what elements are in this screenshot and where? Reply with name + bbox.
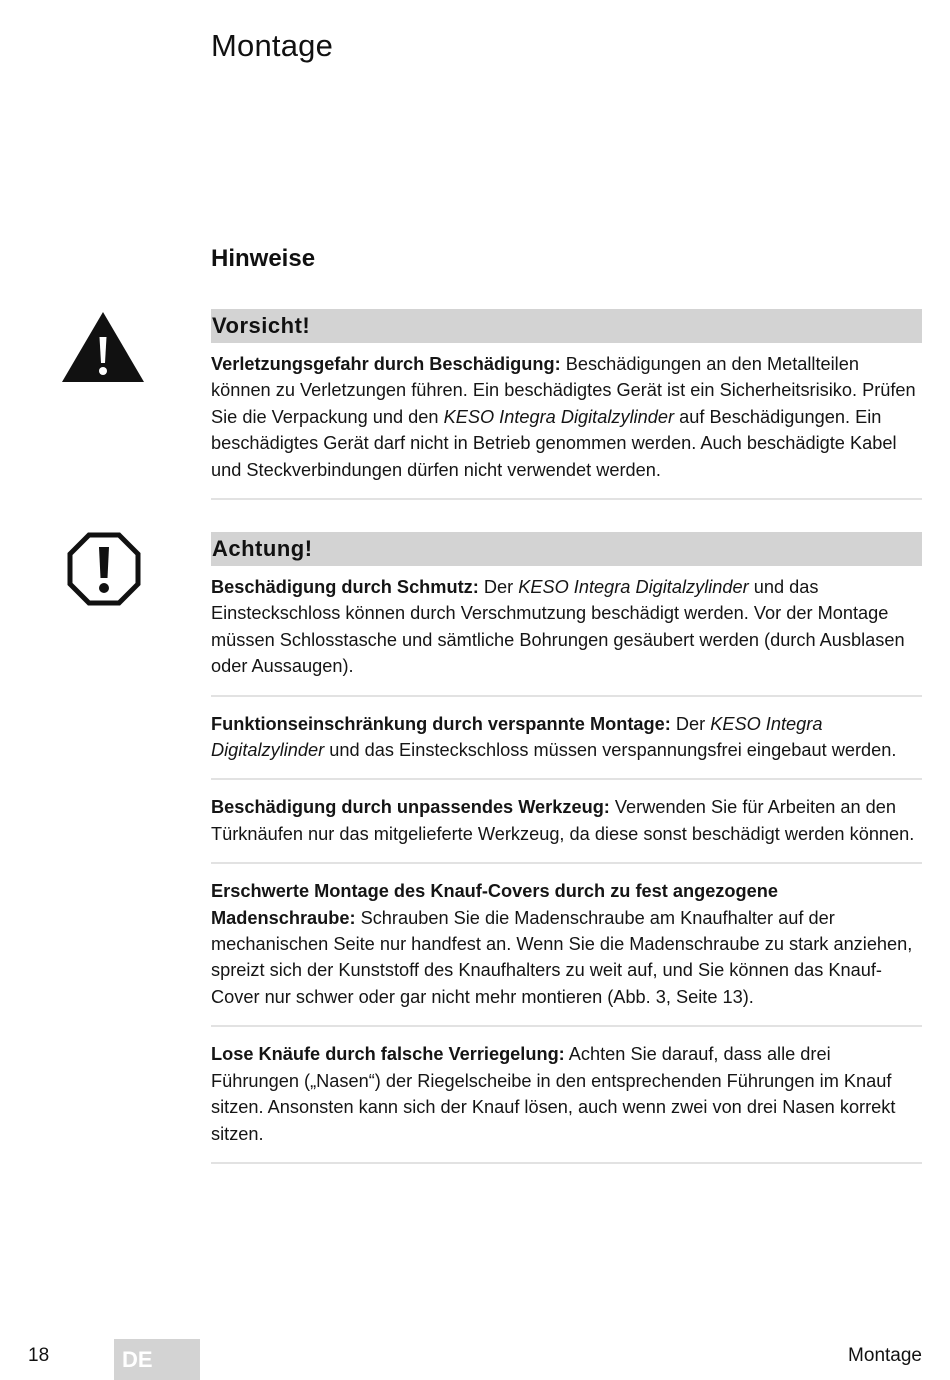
- product-name: KESO Integra Digitalzylinder: [443, 406, 675, 427]
- paragraph-lead: Verletzungsgefahr durch Beschädigung:: [211, 354, 561, 374]
- attention-paragraph: [211, 1027, 922, 1164]
- footer-section-title: Montage: [848, 1345, 922, 1366]
- paragraph-text: auf Beschädigungen. Ein beschädigtes Gerät darf nicht in Betrieb genommen werden. Auch beschädigte Kabel und Steckverbindungen dürfen nicht verwendet werden.: [211, 406, 897, 480]
- warning-triangle-icon: [61, 311, 145, 383]
- paragraph-text: Beschädigungen an den Metallteilen können zu Verletzungen führen. Ein beschädigtes Gerät ist ein Sicherheitsrisiko. Prüfen Sie die Verpackung und den: [211, 354, 916, 427]
- section-title: Hinweise: [211, 245, 316, 272]
- paragraph-text: Schrauben Sie die Madenschraube am Knaufhalter auf der mechanischen Seite nur handfest an. Wenn Sie die Madenschraube zu stark anziehen, spreizt sich der Kunststoff des Knaufhalters zu weit auf, und Sie können das Knauf-Cover nur schwer oder gar nicht mehr montieren (Abb. 3, Seite 13).: [211, 907, 913, 1007]
- paragraph-text: Verwenden Sie für Arbeiten an den Türknäufen nur das mitgelieferte Werkzeug, da diese sonst beschädigt werden können.: [211, 797, 915, 844]
- paragraph-lead: Beschädigung durch unpassendes Werkzeug:: [211, 797, 610, 818]
- attention-heading: Achtung!: [211, 532, 922, 566]
- language-tab: DE: [114, 1339, 200, 1380]
- paragraph-text: Achten Sie darauf, dass alle drei Führungen („Nasen“) der Riegelscheibe in den entsprechenden Führungen im Knauf sitzen. Ansonsten kann sich der Knauf lösen, auch wenn zwei von drei Nasen korrekt sitzen.: [211, 1044, 896, 1144]
- caution-paragraph: [211, 343, 922, 500]
- paragraph-lead: Lose Knäufe durch falsche Verriegelung:: [211, 1044, 565, 1065]
- caution-heading: Vorsicht!: [211, 309, 922, 343]
- paragraph-text: Der: [478, 577, 519, 597]
- caution-block: [211, 309, 922, 500]
- page-number: 18: [28, 1345, 50, 1366]
- attention-block: [211, 532, 922, 1164]
- paragraph-lead: Beschädigung durch Schmutz:: [211, 577, 479, 597]
- paragraph-lead: Erschwerte Montage des Knauf-Covers durch zu fest angezogene Madenschraube:: [211, 881, 778, 928]
- attention-paragraph: [211, 864, 922, 1027]
- product-name: KESO Integra Digitalzylinder: [211, 713, 823, 761]
- attention-paragraph: [211, 780, 922, 864]
- attention-paragraph: [211, 697, 922, 781]
- octagon-exclamation-icon: [67, 532, 141, 606]
- attention-paragraph: [211, 566, 922, 697]
- page-title: Montage: [211, 28, 334, 63]
- paragraph-text: und das Einsteckschloss müssen verspannungsfrei eingebaut werden.: [324, 740, 897, 761]
- product-name: KESO Integra Digitalzylinder: [518, 577, 749, 597]
- paragraph-lead: Funktionseinschränkung durch verspannte Montage:: [211, 713, 671, 734]
- paragraph-text: und das Einsteckschloss können durch Verschmutzung beschädigt werden. Vor der Montage müssen Schlosstasche und sämtliche Bohrungen gesäubert werden (durch Ausblasen oder Aussaugen).: [211, 577, 905, 677]
- paragraph-text: Der: [670, 713, 711, 734]
